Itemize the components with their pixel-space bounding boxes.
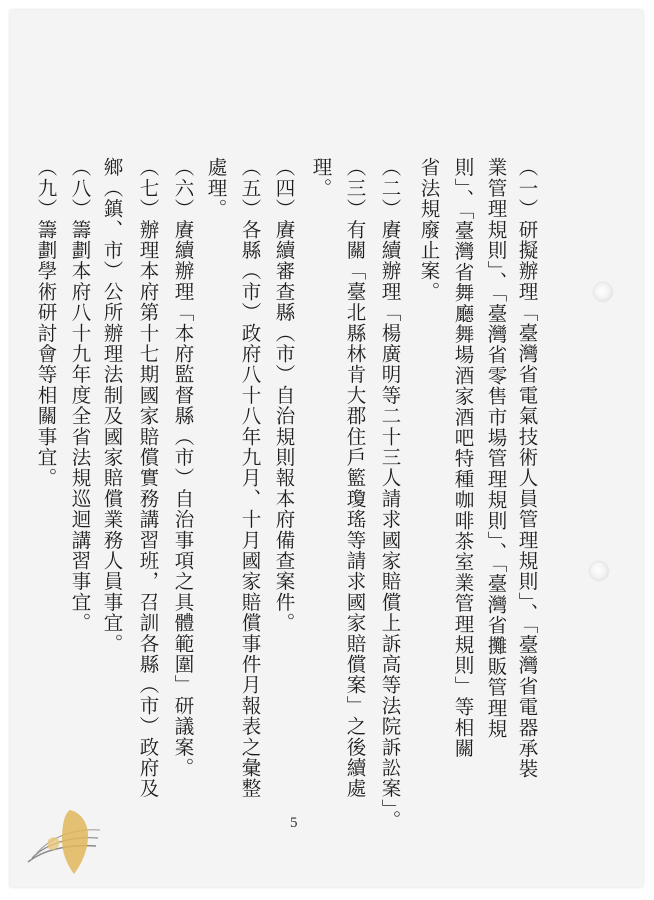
text-column: 理。 <box>309 157 333 199</box>
text-column: （九）籌劃學術研討會等相關事宜。 <box>34 157 58 489</box>
text-column: （八）籌劃本府八十九年度全省法規巡迴講習事宜。 <box>68 157 92 634</box>
text-column: （七）辦理本府第十七期國家賠償實務講習班，召訓各縣（市）政府及 <box>136 157 160 799</box>
page-number: 5 <box>290 815 298 831</box>
text-column: 則」、「臺灣省舞廳舞場酒家酒吧特種咖啡茶室業管理規則」等相關 <box>451 157 475 759</box>
text-column: 業管理規則」、「臺灣省零售市場管理規則」、「臺灣省攤販管理規 <box>484 157 508 739</box>
punch-hole-icon <box>594 283 612 301</box>
punch-hole-icon <box>590 562 608 580</box>
text-column: （四）賡續審查縣（市）自治規則報本府備查案件。 <box>272 157 296 634</box>
text-column: （三）有關「臺北縣林肯大郡住戶籃瓊瑤等請求國家賠償案」之後續處 <box>343 157 367 799</box>
text-column: 省法規廢止案。 <box>417 157 441 302</box>
text-column: （二）賡續辦理「楊廣明等二十三人請求國家賠償上訴高等法院訴訟案」。 <box>378 157 402 831</box>
text-column: 鄉（鎮、市）公所辦理法制及國家賠償業務人員事宜。 <box>100 157 124 654</box>
text-column: 處理。 <box>204 157 228 220</box>
document-page <box>10 10 643 887</box>
text-column: （一）研擬辦理「臺灣省電氣技術人員管理規則」、「臺灣省電器承裝 <box>515 157 539 780</box>
text-column: （五）各縣（市）政府八十八年九月、十月國家賠償事件月報表之彙整 <box>238 157 262 799</box>
text-column: （六）賡續辦理「本府監督縣（市）自治事項之具體範圍」研議案。 <box>171 157 195 778</box>
taiwan-map-logo-icon <box>18 800 118 880</box>
